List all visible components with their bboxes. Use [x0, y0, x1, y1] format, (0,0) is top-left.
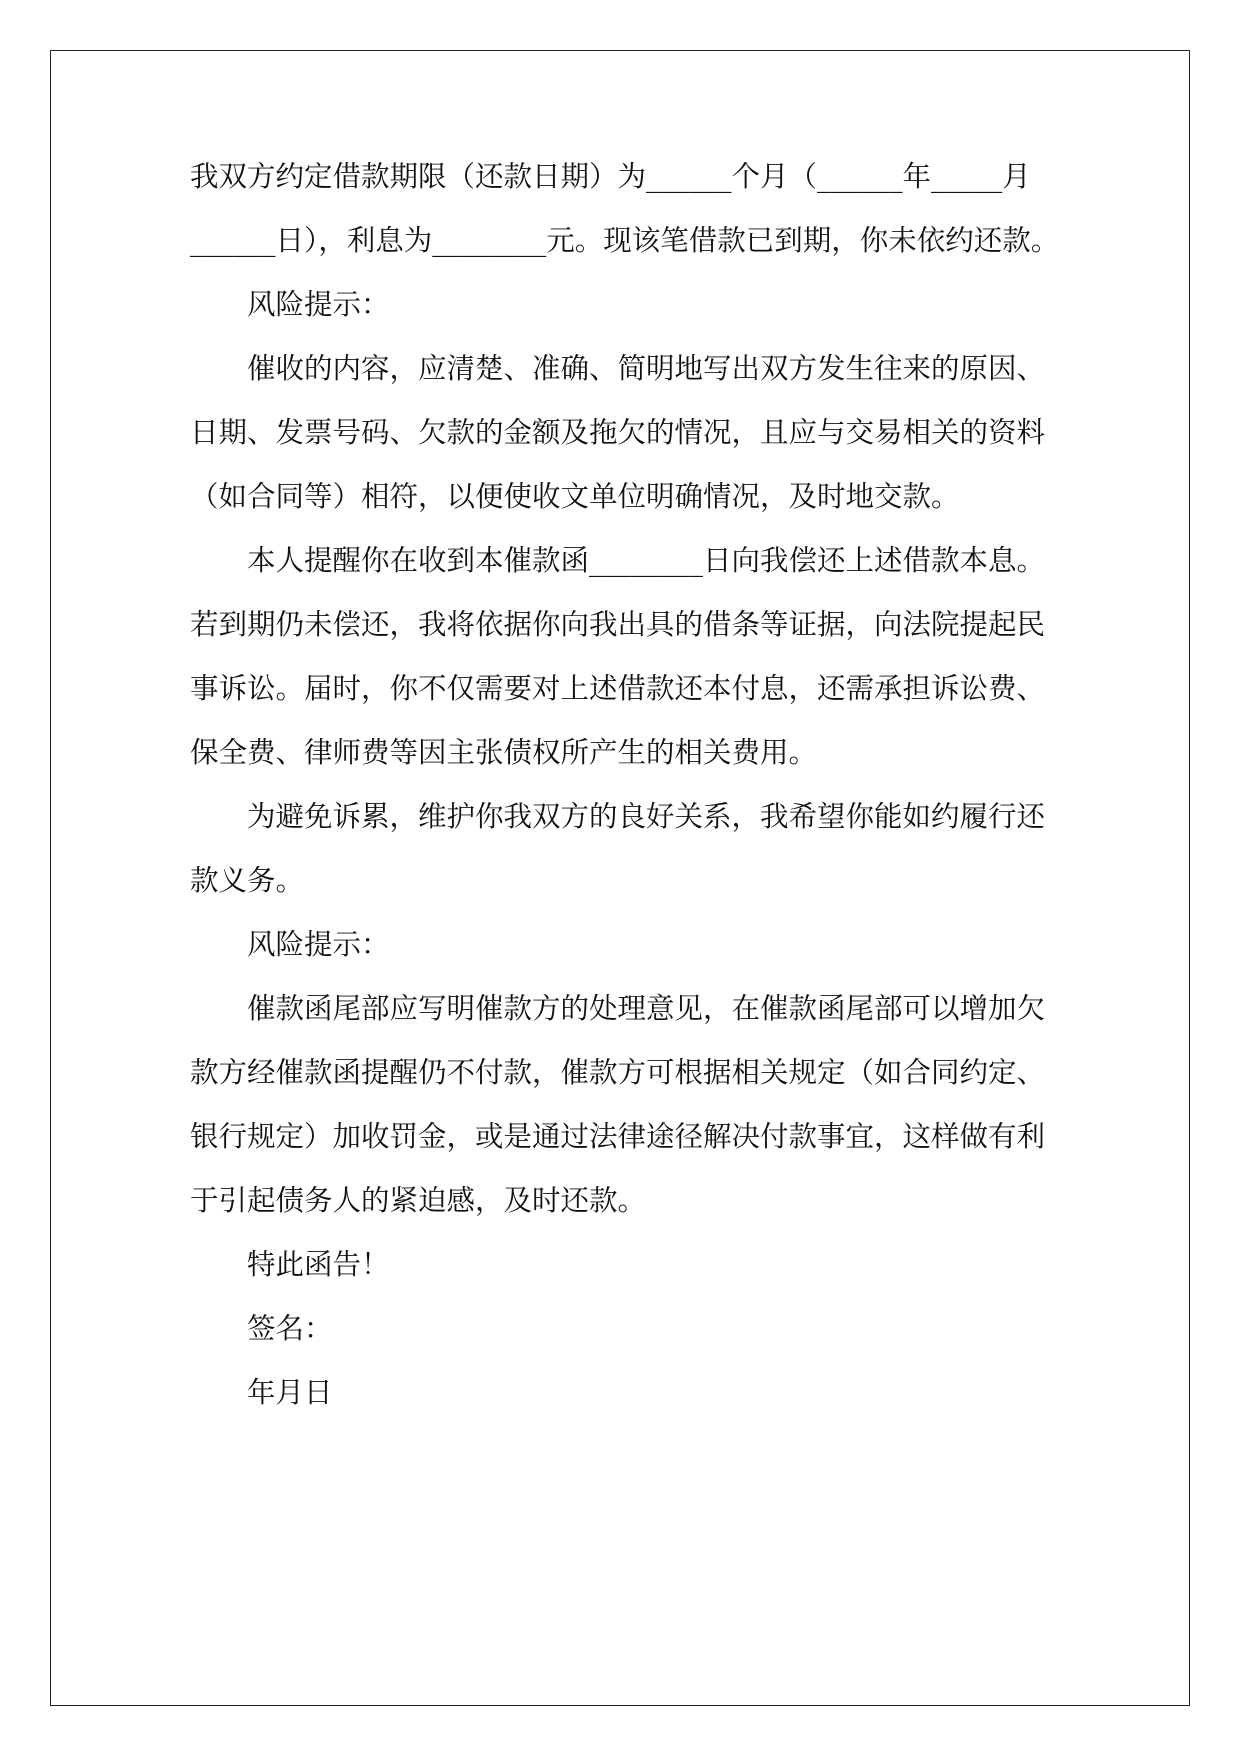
text-line: 催收的内容，应清楚、准确、简明地写出双方发生往来的原因、: [247, 352, 1046, 385]
document-body: [190, 145, 1070, 1425]
text-line: 特此函告！: [247, 1248, 390, 1281]
text-line: 于引起债务人的紧迫感，及时还款。: [190, 1184, 647, 1217]
text-line: 本人提醒你在收到本催款函________日向我偿还上述借款本息。: [247, 544, 1046, 577]
text-line: 为避免诉累，维护你我双方的良好关系，我希望你能如约履行还: [247, 800, 1046, 833]
text-line: 年月日: [247, 1376, 333, 1409]
text-line: （如合同等）相符，以便使收文单位明确情况，及时地交款。: [190, 480, 960, 513]
text-line: 风险提示：: [247, 288, 390, 321]
text-block: [190, 145, 1070, 1425]
text-line: 款义务。: [190, 864, 305, 897]
text-line: 保全费、律师费等因主张债权所产生的相关费用。: [190, 736, 818, 769]
text-line: 款方经催款函提醒仍不付款，催款方可根据相关规定（如合同约定、: [190, 1056, 1046, 1089]
text-line: 日期、发票号码、欠款的金额及拖欠的情况，且应与交易相关的资料: [190, 416, 1046, 449]
text-line: 签名：: [247, 1312, 333, 1345]
text-line: 事诉讼。届时，你不仅需要对上述借款还本付息，还需承担诉讼费、: [190, 672, 1046, 705]
text-line: ______日），利息为________元。现该笔借款已到期，你未依约还款。: [190, 224, 1060, 257]
text-line: 若到期仍未偿还，我将依据你向我出具的借条等证据，向法院提起民: [190, 608, 1046, 641]
text-line: 风险提示：: [247, 928, 390, 961]
text-line: 我双方约定借款期限（还款日期）为______个月（______年_____月: [190, 160, 1031, 193]
text-line: 催款函尾部应写明催款方的处理意见，在催款函尾部可以增加欠: [247, 992, 1046, 1025]
text-line: 银行规定）加收罚金，或是通过法律途径解决付款事宜，这样做有利: [190, 1120, 1046, 1153]
